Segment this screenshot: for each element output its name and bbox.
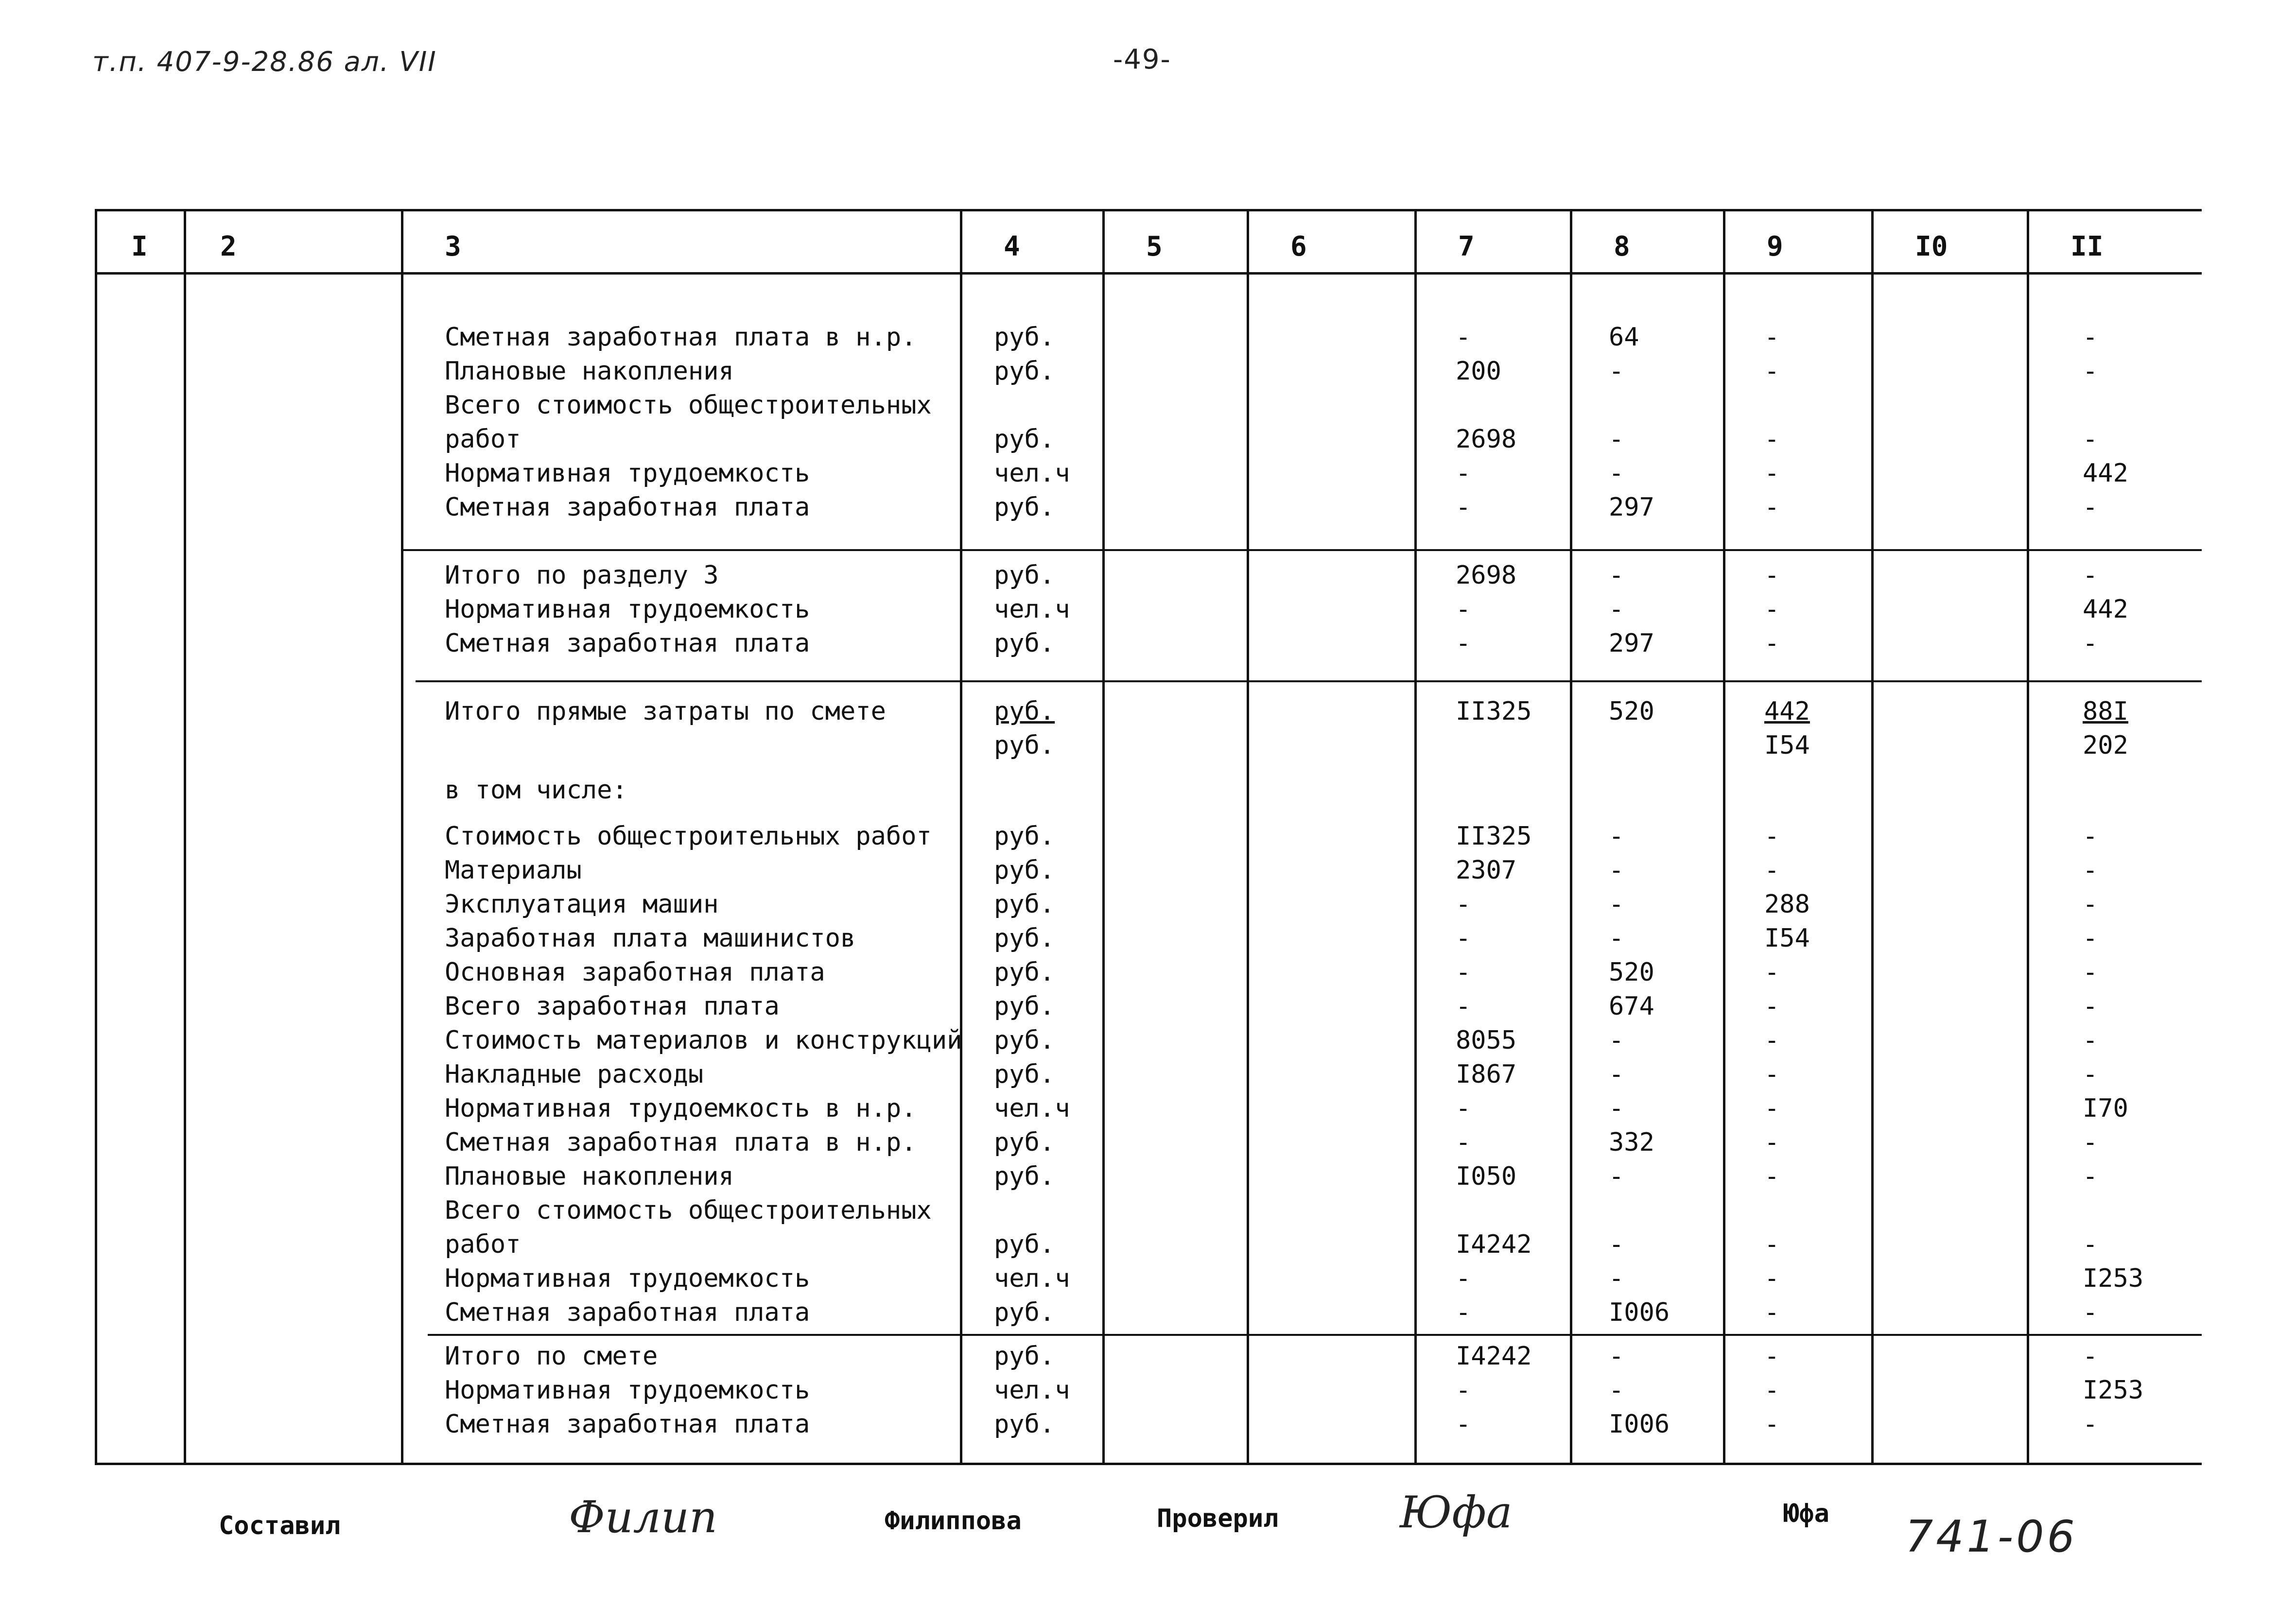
cell-name: Сметная заработная плата (445, 1410, 810, 1439)
cell-name: Стоимость общестроительных работ (445, 822, 932, 851)
cell-c7: 2698 (1456, 425, 1517, 454)
cell-unit: руб. (994, 890, 1055, 919)
cell-c7: - (1456, 958, 1471, 987)
cell-name: Плановые накопления (445, 1162, 734, 1191)
cell-name: Сметная заработная плата (445, 629, 810, 658)
cell-c11: - (2083, 1410, 2098, 1439)
cell-unit: руб. (994, 1410, 1055, 1439)
cell-c8: - (1609, 1026, 1624, 1055)
cell-unit: руб. (994, 1060, 1055, 1089)
cell-unit: руб. (994, 1342, 1055, 1371)
column-divider (401, 209, 403, 1463)
cell-unit: руб. (994, 992, 1055, 1021)
cell-c9: - (1764, 1230, 1780, 1259)
column-header: 8 (1614, 231, 1630, 262)
cell-c7: - (1456, 1410, 1471, 1439)
column-divider (184, 209, 186, 1463)
cell-c7: 2698 (1456, 561, 1517, 590)
document-code: т.п. 407-9-28.86 ал. VII (92, 46, 437, 78)
column-header: I (131, 231, 148, 262)
cell-c8: 520 (1609, 958, 1654, 987)
cell-c11: - (2083, 425, 2098, 454)
cell-c9: - (1764, 1342, 1780, 1371)
cell-c7: - (1456, 1298, 1471, 1327)
cell-c7: 8055 (1456, 1026, 1517, 1055)
column-header: 6 (1290, 231, 1307, 262)
cell-c7: - (1456, 595, 1471, 624)
cell-c9: I54 (1764, 731, 1810, 760)
cell-c8: 297 (1609, 629, 1654, 658)
cell-c8: - (1609, 924, 1624, 953)
cell-c7: - (1456, 323, 1471, 352)
cell-c8: - (1609, 1376, 1624, 1405)
cell-c9: - (1764, 1298, 1780, 1327)
section-divider (401, 549, 2202, 551)
cell-c9: - (1764, 595, 1780, 624)
cell-c11: I70 (2083, 1094, 2128, 1123)
cell-c8: - (1609, 890, 1624, 919)
cell-c11: - (2083, 924, 2098, 953)
cell-c8: 332 (1609, 1128, 1654, 1157)
cell-c7: - (1456, 1376, 1471, 1405)
cell-unit: руб. (994, 425, 1055, 454)
cell-c7: - (1456, 890, 1471, 919)
cell-c11: - (2083, 357, 2098, 386)
column-header: 3 (445, 231, 461, 262)
column-header: 5 (1146, 231, 1163, 262)
section-divider (428, 1334, 2202, 1336)
cell-name: Материалы (445, 856, 582, 885)
cell-c9: - (1764, 1128, 1780, 1157)
cell-name: Всего стоимость общестроительных (445, 1196, 932, 1225)
cell-unit: чел.ч (994, 1264, 1070, 1293)
column-divider (1871, 209, 1874, 1463)
cell-c9: - (1764, 459, 1780, 488)
cell-c11: I253 (2083, 1264, 2144, 1293)
column-header: II (2070, 231, 2104, 262)
cell-unit: руб. (994, 1128, 1055, 1157)
cell-c7: I867 (1456, 1060, 1517, 1089)
cell-name: Сметная заработная плата (445, 1298, 810, 1327)
cell-name: Нормативная трудоемкость (445, 1376, 810, 1405)
cell-c11: - (2083, 1342, 2098, 1371)
table-bottom-border (95, 1463, 2202, 1465)
cell-name: Сметная заработная плата (445, 493, 810, 522)
cell-name: Сметная заработная плата в н.р. (445, 323, 917, 352)
column-header: 7 (1458, 231, 1475, 262)
cell-c8: - (1609, 595, 1624, 624)
cell-name: Стоимость материалов и конструкций (445, 1026, 962, 1055)
cell-c7: - (1456, 459, 1471, 488)
cell-unit: руб. (994, 697, 1055, 726)
cell-name: Итого по смете (445, 1342, 658, 1371)
cell-c11: - (2083, 958, 2098, 987)
cell-c7: - (1456, 1094, 1471, 1123)
cell-name: Нормативная трудоемкость в н.р. (445, 1094, 917, 1123)
cell-unit: руб. (994, 561, 1055, 590)
cell-unit: руб. (994, 1162, 1055, 1191)
cell-c11: 88I (2083, 697, 2128, 726)
cell-name: в том числе: (445, 776, 627, 805)
cell-c11: I253 (2083, 1376, 2144, 1405)
cell-c8: - (1609, 561, 1624, 590)
column-divider (2027, 209, 2029, 1463)
cell-c9: - (1764, 493, 1780, 522)
cell-c8: - (1609, 1342, 1624, 1371)
cell-c9: - (1764, 1376, 1780, 1405)
composed-signature: Филип (569, 1492, 717, 1543)
cell-unit: руб. (994, 323, 1055, 352)
cell-c7: - (1456, 1128, 1471, 1157)
cell-c7: - (1456, 1264, 1471, 1293)
cell-c8: - (1609, 1060, 1624, 1089)
cell-name: Накладные расходы (445, 1060, 704, 1089)
cell-c9: - (1764, 1264, 1780, 1293)
cell-c11: - (2083, 493, 2098, 522)
cell-c11: 442 (2083, 595, 2128, 624)
column-header: I0 (1915, 231, 1948, 262)
cell-unit: чел.ч (994, 1094, 1070, 1123)
cell-c9: I54 (1764, 924, 1810, 953)
cell-c9: - (1764, 958, 1780, 987)
cell-c11: 442 (2083, 459, 2128, 488)
cell-unit: чел.ч (994, 1376, 1070, 1405)
column-divider (1723, 209, 1725, 1463)
cell-name: Заработная плата машинистов (445, 924, 856, 953)
cell-unit: руб. (994, 731, 1055, 760)
cell-c11: - (2083, 323, 2098, 352)
cell-c11: - (2083, 992, 2098, 1021)
cell-c7: I4242 (1456, 1342, 1532, 1371)
cell-name: Нормативная трудоемкость (445, 1264, 810, 1293)
cell-c8: - (1609, 1230, 1624, 1259)
cell-c8: - (1609, 1264, 1624, 1293)
column-divider (960, 209, 962, 1463)
cell-c9: - (1764, 323, 1780, 352)
cell-c7: I4242 (1456, 1230, 1532, 1259)
cell-unit: руб. (994, 924, 1055, 953)
handwritten-annotation: 741-06 (1905, 1511, 2078, 1562)
cell-c11: - (2083, 1162, 2098, 1191)
cell-name: Основная заработная плата (445, 958, 825, 987)
cell-name: Итого по разделу 3 (445, 561, 719, 590)
page-number: -49- (1113, 44, 1171, 75)
column-divider (1570, 209, 1572, 1463)
cell-c8: - (1609, 425, 1624, 454)
cell-c8: - (1609, 1094, 1624, 1123)
cell-unit: руб. (994, 958, 1055, 987)
cell-c7: II325 (1456, 697, 1532, 726)
cell-unit: руб. (994, 629, 1055, 658)
cell-unit: руб. (994, 493, 1055, 522)
cell-name: Всего заработная плата (445, 992, 780, 1021)
cell-c7: 200 (1456, 357, 1501, 386)
cell-c9: 288 (1764, 890, 1810, 919)
cell-c11: - (2083, 1128, 2098, 1157)
cell-c8: 520 (1609, 697, 1654, 726)
cell-name: Эксплуатация машин (445, 890, 719, 919)
cell-unit: руб. (994, 1298, 1055, 1327)
cell-name: Всего стоимость общестроительных (445, 391, 932, 420)
cell-unit: руб. (994, 357, 1055, 386)
cell-c7: - (1456, 924, 1471, 953)
cell-unit: руб. (994, 856, 1055, 885)
cell-c11: - (2083, 822, 2098, 851)
column-divider (1247, 209, 1249, 1463)
checked-label: Проверил (1157, 1504, 1279, 1533)
cell-c9: - (1764, 992, 1780, 1021)
cell-c11: - (2083, 629, 2098, 658)
cell-c11: 202 (2083, 731, 2128, 760)
column-header: 2 (220, 231, 237, 262)
cell-c9: - (1764, 357, 1780, 386)
cell-c9: - (1764, 1410, 1780, 1439)
cell-name: Сметная заработная плата в н.р. (445, 1128, 917, 1157)
cell-name: работ (445, 425, 521, 454)
header-bottom-border (95, 272, 2202, 275)
cell-name: Плановые накопления (445, 357, 734, 386)
cell-c11: - (2083, 1298, 2098, 1327)
cell-c8: I006 (1609, 1410, 1670, 1439)
cell-c9: - (1764, 425, 1780, 454)
cell-name: Нормативная трудоемкость (445, 459, 810, 488)
cell-c9: - (1764, 629, 1780, 658)
column-header: 4 (1004, 231, 1020, 262)
table-top-border (95, 209, 2202, 211)
cell-unit: руб. (994, 822, 1055, 851)
cell-c8: - (1609, 357, 1624, 386)
cell-c11: - (2083, 1060, 2098, 1089)
cell-c8: - (1609, 856, 1624, 885)
cell-c9: - (1764, 1162, 1780, 1191)
cell-c8: I006 (1609, 1298, 1670, 1327)
cell-c11: - (2083, 1230, 2098, 1259)
cell-c9: 442 (1764, 697, 1810, 726)
checked-signature: Юфа (1400, 1487, 1513, 1538)
cell-unit: чел.ч (994, 595, 1070, 624)
checked-name: Юфа (1784, 1499, 1829, 1528)
cell-c9: - (1764, 1060, 1780, 1089)
cell-c9: - (1764, 1094, 1780, 1123)
column-divider (95, 209, 97, 1463)
cell-c11: - (2083, 890, 2098, 919)
cell-c8: - (1609, 459, 1624, 488)
cell-unit: чел.ч (994, 459, 1070, 488)
cell-c7: I050 (1456, 1162, 1517, 1191)
composed-label: Составил (219, 1511, 341, 1540)
column-divider (1102, 209, 1105, 1463)
cell-c7: - (1456, 493, 1471, 522)
cell-unit: руб. (994, 1230, 1055, 1259)
column-divider (1414, 209, 1417, 1463)
cell-c11: - (2083, 856, 2098, 885)
cell-c7: - (1456, 629, 1471, 658)
composed-name: Филиппова (885, 1506, 1022, 1536)
cell-c7: II325 (1456, 822, 1532, 851)
cell-name: Нормативная трудоемкость (445, 595, 810, 624)
cell-c8: - (1609, 1162, 1624, 1191)
cell-name: работ (445, 1230, 521, 1259)
column-header: 9 (1767, 231, 1783, 262)
cell-c8: 674 (1609, 992, 1654, 1021)
cell-c9: - (1764, 1026, 1780, 1055)
cell-c11: - (2083, 561, 2098, 590)
cell-c7: 2307 (1456, 856, 1517, 885)
cell-c8: - (1609, 822, 1624, 851)
cell-c11: - (2083, 1026, 2098, 1055)
cell-c8: 297 (1609, 493, 1654, 522)
cell-c9: - (1764, 822, 1780, 851)
cell-unit: руб. (994, 1026, 1055, 1055)
cell-c7: - (1456, 992, 1471, 1021)
cell-c8: 64 (1609, 323, 1639, 352)
cell-name: Итого прямые затраты по смете (445, 697, 886, 726)
section-divider (416, 680, 2202, 682)
cell-c9: - (1764, 856, 1780, 885)
cell-c9: - (1764, 561, 1780, 590)
